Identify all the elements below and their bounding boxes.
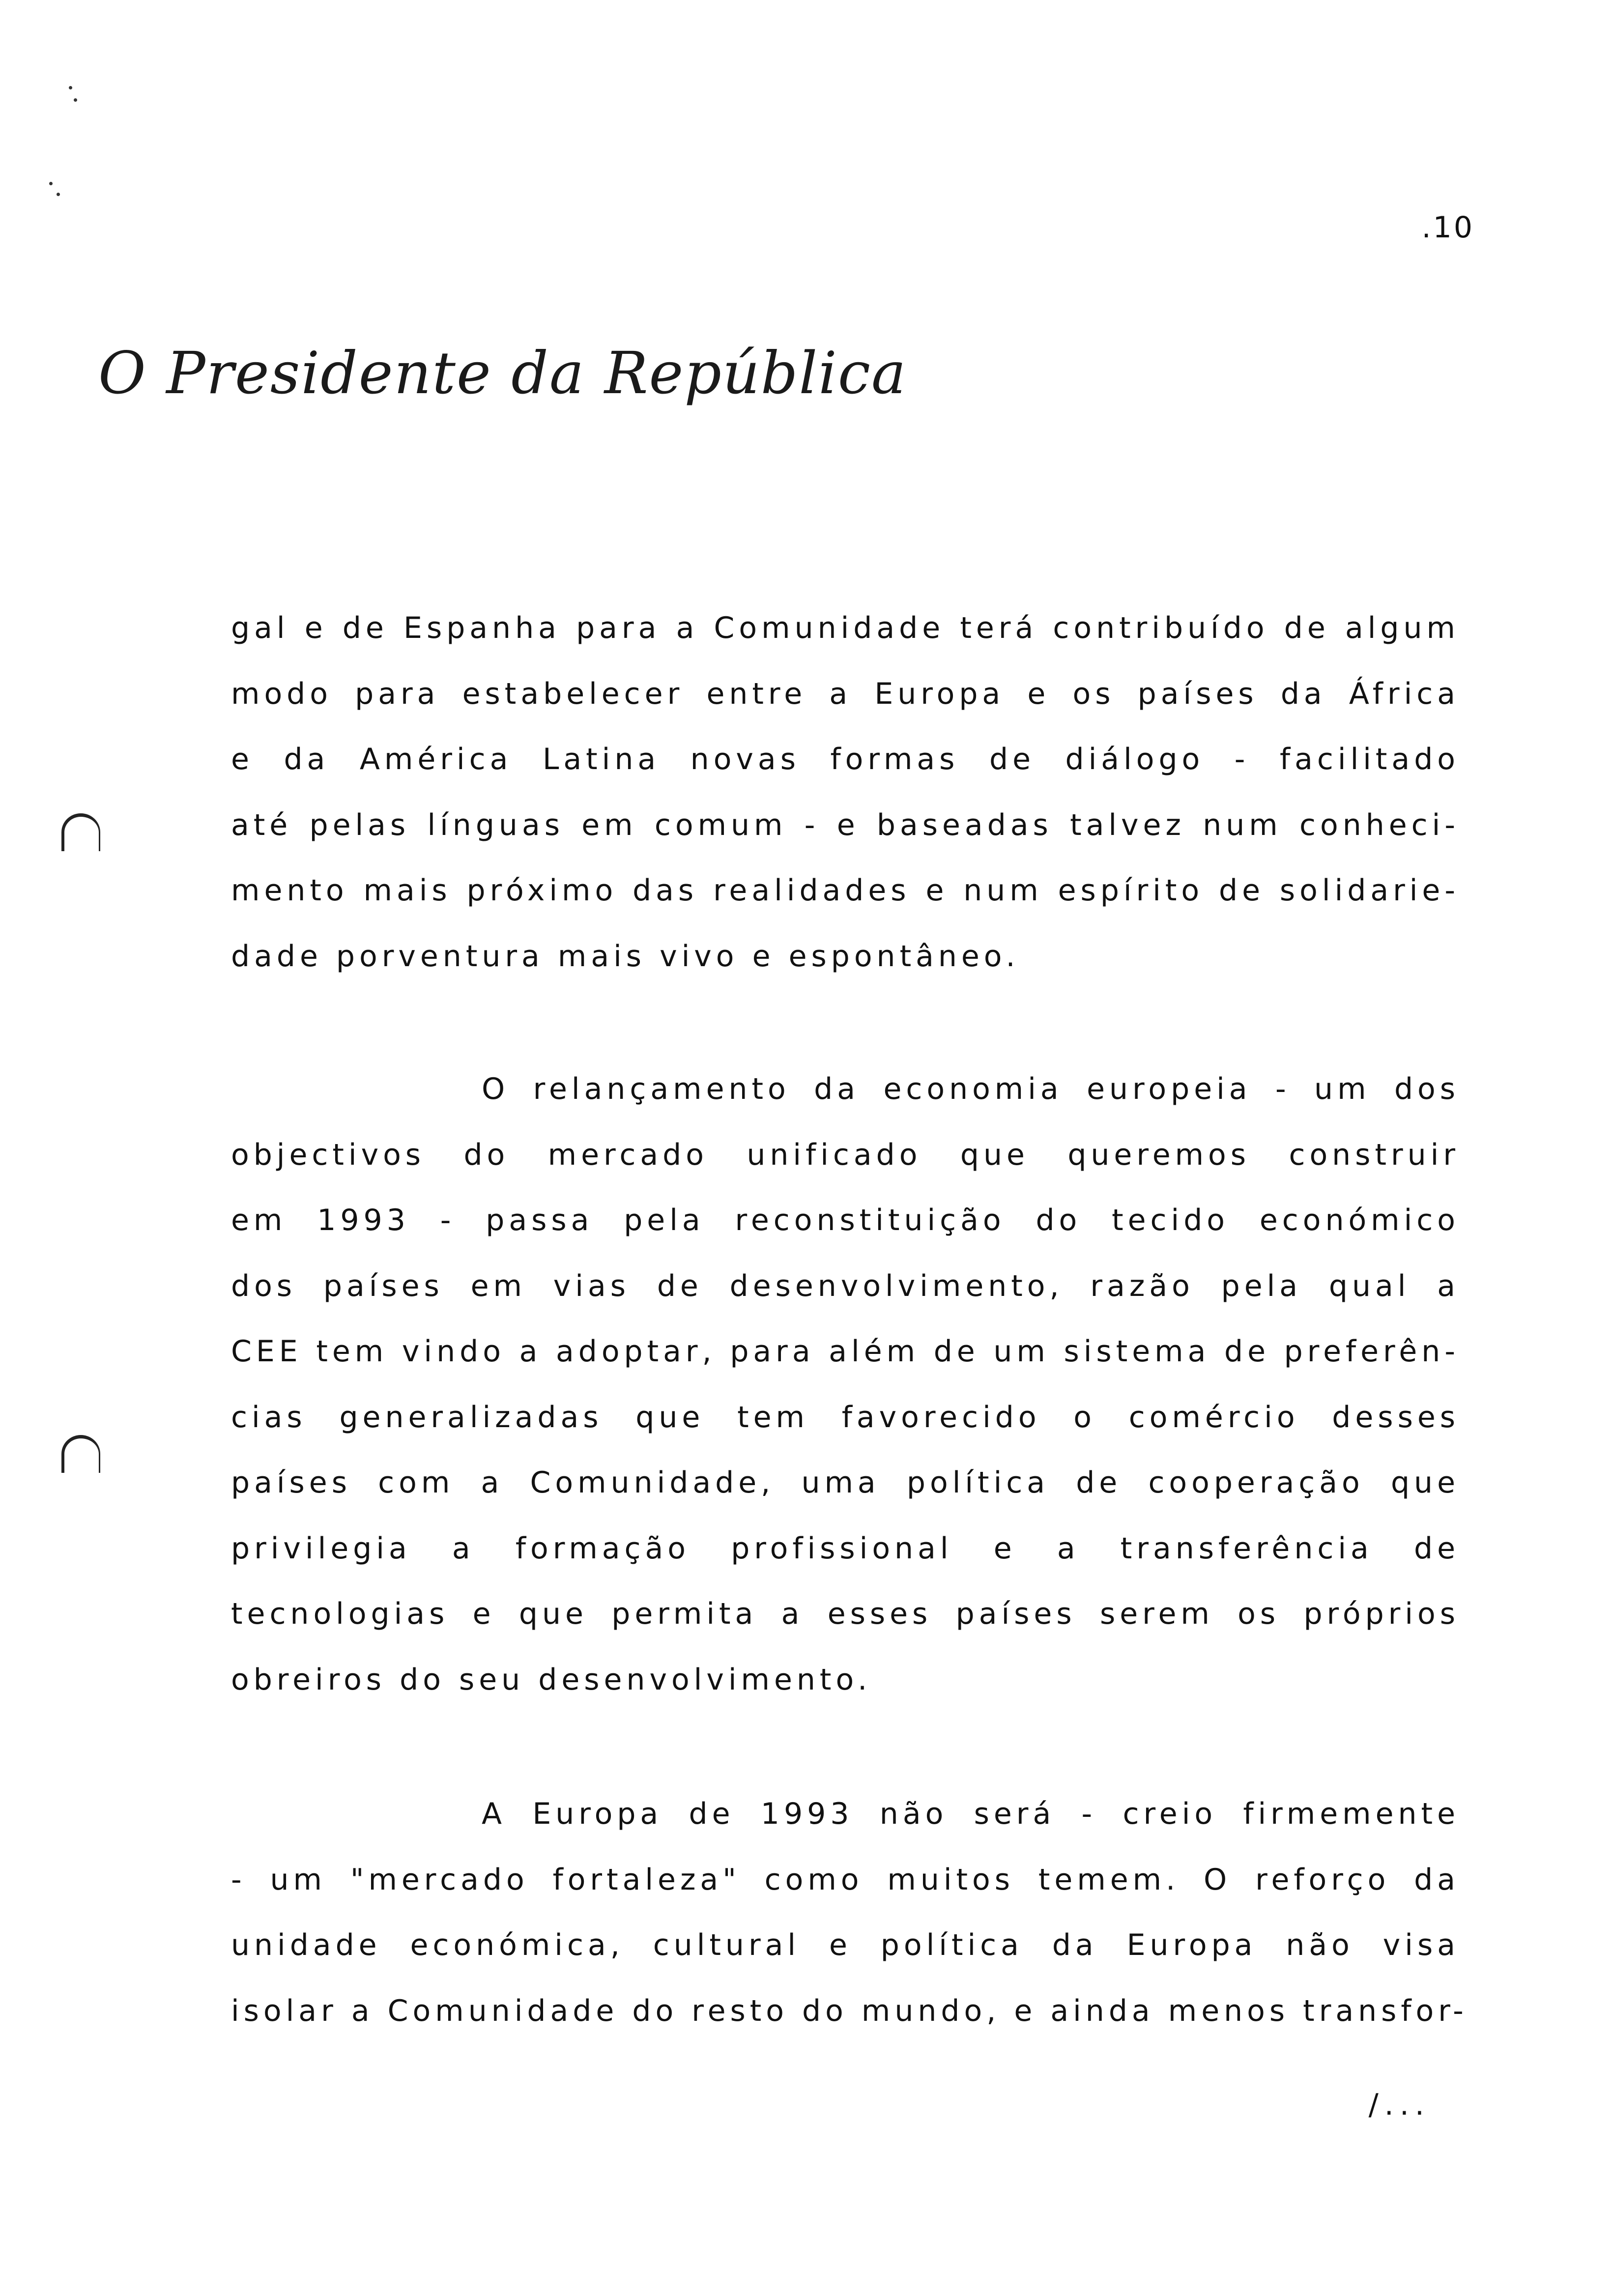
continuation-mark: /... [1368, 2088, 1430, 2122]
text-line: unidade económica, cultural e política da Europa não visa [231, 1928, 1460, 1962]
text-line: A Europa de 1993 não será - creio firmemente [482, 1797, 1460, 1831]
hole-punch-mark [61, 813, 100, 851]
scan-speck [57, 193, 60, 196]
text-line: privilegia a formação profissional e a transferência de [231, 1531, 1460, 1566]
text-line: objectivos do mercado unificado que queremos construir [231, 1137, 1460, 1172]
letterhead-title: O Presidente da República [98, 339, 907, 407]
text-line: tecnologias e que permita a esses países serem os próprios [231, 1597, 1460, 1631]
scan-speck [74, 98, 77, 102]
text-line: gal e de Espanha para a Comunidade terá contribuído de algum [231, 611, 1460, 645]
text-line: e da América Latina novas formas de diálogo - facilitado [231, 742, 1460, 776]
text-line: dade porventura mais vivo e espontâneo. [231, 939, 1020, 974]
scan-speck [49, 182, 53, 185]
text-line: países com a Comunidade, uma política de cooperação que [231, 1465, 1460, 1500]
text-line: - um "mercado fortaleza" como muitos temem. O reforço da [231, 1862, 1460, 1897]
text-line: isolar a Comunidade do resto do mundo, e ainda menos transfor- [231, 1993, 1468, 2028]
paragraph-2 [231, 1057, 1460, 1713]
paragraph-3 [231, 1781, 1468, 2044]
text-line: modo para estabelecer entre a Europa e os países da África [231, 676, 1460, 711]
text-line: em 1993 - passa pela reconstituição do tecido económico [231, 1203, 1460, 1237]
text-line: CEE tem vindo a adoptar, para além de um sistema de preferên- [231, 1334, 1460, 1369]
page-number: .10 [1421, 210, 1474, 245]
text-line: O relançamento da economia europeia - um dos [482, 1072, 1460, 1106]
text-line: cias generalizadas que tem favorecido o comércio desses [231, 1400, 1460, 1435]
text-line: dos países em vias de desenvolvimento, razão pela qual a [231, 1268, 1460, 1303]
paragraph-1 [231, 596, 1460, 989]
text-line: até pelas línguas em comum - e baseadas talvez num conheci- [231, 807, 1460, 842]
hole-punch-mark [61, 1435, 100, 1473]
scan-speck [69, 86, 72, 89]
text-line: mento mais próximo das realidades e num espírito de solidarie- [231, 873, 1460, 908]
text-line: obreiros do seu desenvolvimento. [231, 1662, 872, 1697]
